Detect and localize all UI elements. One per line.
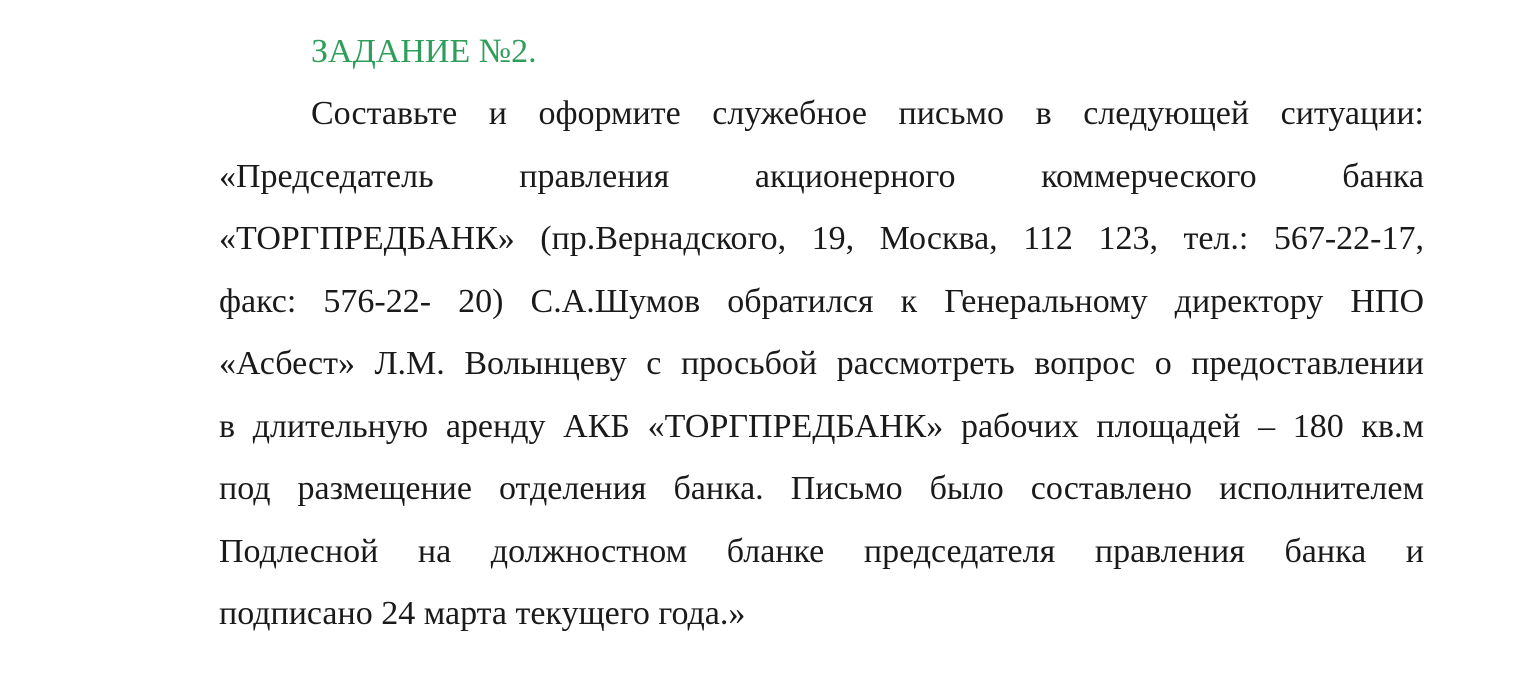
body-line-5: «Асбест» Л.М. Волынцеву с просьбой рассмотреть вопрос о предоставлении — [219, 345, 1424, 382]
body-line-1: Составьте и оформите служебное письмо в следующей ситуации: — [311, 95, 1424, 132]
body-line-3: «ТОРГПРЕДБАНК» (пр.Вернадского, 19, Москва, 112 123, тел.: 567-22-17, — [219, 220, 1424, 257]
body-line-9: подписано 24 марта текущего года.» — [219, 595, 746, 632]
body-line-7: под размещение отделения банка. Письмо было составлено исполнителем — [219, 470, 1424, 507]
task-body — [219, 88, 1424, 651]
body-line-4: факс: 576-22- 20) С.А.Шумов обратился к Генеральному директору НПО — [219, 282, 1424, 320]
body-line-6: в длительную аренду АКБ «ТОРГПРЕДБАНК» рабочих площадей – 180 кв.м — [219, 407, 1424, 445]
body-line-8: Подлесной на должностном бланке председателя правления банка и — [219, 532, 1424, 570]
task-title: ЗАДАНИЕ №2. — [311, 33, 537, 70]
body-line-2: «Председатель правления акционерного коммерческого банка — [219, 157, 1424, 195]
